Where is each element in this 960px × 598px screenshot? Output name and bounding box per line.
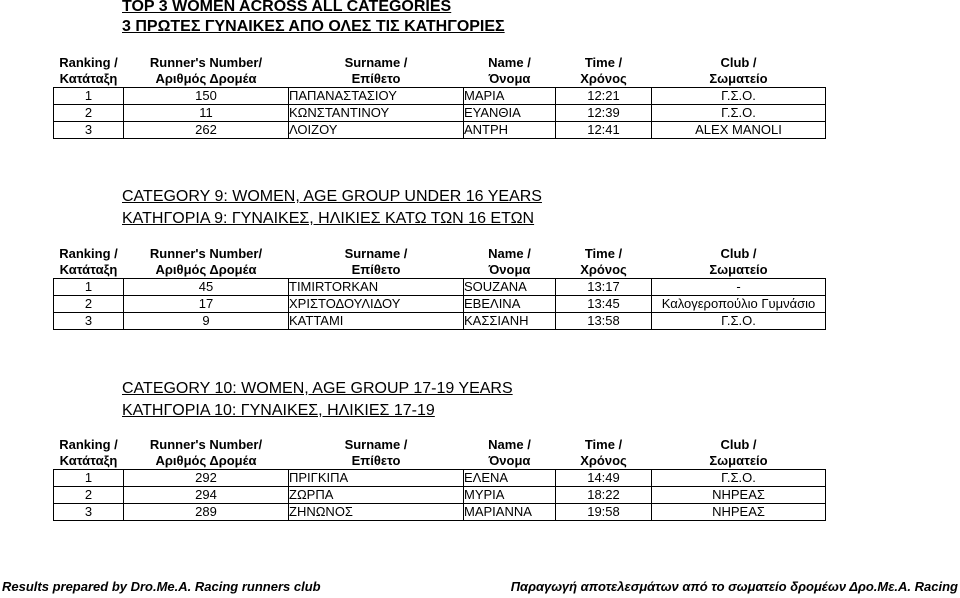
cell-club: Καλογεροπούλιο Γυμνάσιο [652,296,826,313]
cell-number: 17 [124,296,289,313]
col-header-number: Runner's Number/ [149,246,263,261]
cell-rank: 2 [54,105,124,122]
cell-club: Γ.Σ.Ο. [652,105,826,122]
cell-rank: 1 [54,470,124,487]
cell-club: Γ.Σ.Ο. [652,88,826,105]
cell-number: 294 [124,487,289,504]
cell-number: 292 [124,470,289,487]
section-title-en: TOP 3 WOMEN ACROSS ALL CATEGORIES [122,0,452,15]
table-row [54,487,826,504]
col-header-club: Club / [720,55,757,70]
cell-time: 12:39 [556,105,652,122]
cell-surname: ΛΟΙΖΟΥ [289,122,464,139]
cell-time: 14:49 [556,470,652,487]
table-row [54,122,826,139]
col-header-name: Name / [488,55,531,70]
table-row [54,504,826,521]
section-title-gr: ΚΑΤΗΓΟΡΙΑ 10: ΓΥΝΑΙΚΕΣ, ΗΛΙΚΙΕΣ 17-19 [122,402,435,419]
cell-number: 150 [124,88,289,105]
header-row-gr [54,453,826,470]
cell-number: 9 [124,313,289,330]
results-table-top3 [53,55,826,139]
footer-credit-gr: Παραγωγή αποτελεσμάτων από το σωματείο δρομέων Δρο.Με.Α. Racing [510,579,958,594]
col-header-time-gr: Χρόνος [580,262,627,277]
cell-club: ΝΗΡΕΑΣ [652,504,826,521]
cell-rank: 3 [54,504,124,521]
col-header-ranking-gr: Κατάταξη [59,453,118,468]
cell-club: Γ.Σ.Ο. [652,313,826,330]
cell-rank: 2 [54,296,124,313]
col-header-number-gr: Αριθμός Δρομέα [155,71,257,86]
cell-rank: 1 [54,279,124,296]
cell-number: 289 [124,504,289,521]
table-row [54,279,826,296]
results-table-category-10 [53,437,826,521]
col-header-club: Club / [720,437,757,452]
col-header-ranking: Ranking / [59,437,118,452]
col-header-ranking-gr: Κατάταξη [59,262,118,277]
col-header-surname-gr: Επίθετο [351,71,401,86]
col-header-number: Runner's Number/ [149,55,263,70]
col-header-number: Runner's Number/ [149,437,263,452]
cell-time: 13:17 [556,279,652,296]
section-title-en: CATEGORY 10: WOMEN, AGE GROUP 17-19 YEARS [122,380,513,397]
cell-number: 262 [124,122,289,139]
col-header-surname: Surname / [344,55,408,70]
cell-time: 18:22 [556,487,652,504]
cell-time: 13:58 [556,313,652,330]
cell-surname: ΖΗΝΩΝΟΣ [289,504,464,521]
col-header-time-gr: Χρόνος [580,453,627,468]
cell-surname: ΠΡΙΓΚΙΠΑ [289,470,464,487]
cell-club: Γ.Σ.Ο. [652,470,826,487]
cell-club: ΝΗΡΕΑΣ [652,487,826,504]
col-header-ranking: Ranking / [59,246,118,261]
section-title-gr: ΚΑΤΗΓΟΡΙΑ 9: ΓΥΝΑΙΚΕΣ, ΗΛΙΚΙΕΣ ΚΑΤΩ ΤΩΝ 16 ΕΤΩΝ [122,210,535,227]
table-row [54,88,826,105]
cell-surname: TIMIRTORKAN [289,279,464,296]
col-header-name-gr: Όνομα [488,453,531,468]
cell-surname: ΚΑΤΤΑΜΙ [289,313,464,330]
table-row [54,470,826,487]
table-row [54,296,826,313]
cell-surname: ΚΩΝΣΤΑΝΤΙΝΟΥ [289,105,464,122]
cell-surname: ΧΡΙΣΤΟΔΟΥΛΙΔΟΥ [289,296,464,313]
cell-time: 19:58 [556,504,652,521]
col-header-number-gr: Αριθμός Δρομέα [155,262,257,277]
cell-name: ΜΑΡΙΑ [464,88,556,105]
section-title-gr: 3 ΠΡΩΤΕΣ ΓΥΝΑΙΚΕΣ ΑΠΟ ΟΛΕΣ ΤΙΣ ΚΑΤΗΓΟΡΙΕΣ [122,18,505,35]
cell-club: ALEX MANOLI [652,122,826,139]
col-header-surname: Surname / [344,437,408,452]
table-row [54,105,826,122]
col-header-time: Time / [584,55,623,70]
results-table-category-9 [53,246,826,330]
col-header-name-gr: Όνομα [488,71,531,86]
header-row-en [54,437,826,453]
col-header-ranking-gr: Κατάταξη [59,71,118,86]
cell-name: SOUZANA [464,279,556,296]
footer-credit-en: Results prepared by Dro.Me.A. Racing runners club [2,579,321,594]
cell-rank: 3 [54,122,124,139]
section-title-en: CATEGORY 9: WOMEN, AGE GROUP UNDER 16 YEARS [122,188,542,205]
cell-name: ΑΝΤΡΗ [464,122,556,139]
col-header-surname-gr: Επίθετο [351,453,401,468]
col-header-name: Name / [488,246,531,261]
col-header-number-gr: Αριθμός Δρομέα [155,453,257,468]
cell-rank: 1 [54,88,124,105]
cell-name: ΕΥΑΝΘΙΑ [464,105,556,122]
cell-time: 12:41 [556,122,652,139]
cell-name: ΕΒΕΛΙΝΑ [464,296,556,313]
header-row-gr [54,262,826,279]
col-header-club: Club / [720,246,757,261]
cell-name: ΕΛΕΝΑ [464,470,556,487]
cell-surname: ΠΑΠΑΝΑΣΤΑΣΙΟΥ [289,88,464,105]
col-header-time-gr: Χρόνος [580,71,627,86]
cell-number: 45 [124,279,289,296]
col-header-time: Time / [584,246,623,261]
cell-rank: 3 [54,313,124,330]
cell-club: - [652,279,826,296]
table-row [54,313,826,330]
header-row-en [54,246,826,262]
col-header-surname-gr: Επίθετο [351,262,401,277]
col-header-ranking: Ranking / [59,55,118,70]
cell-surname: ΖΩΡΠΑ [289,487,464,504]
col-header-name-gr: Όνομα [488,262,531,277]
col-header-club-gr: Σωματείο [709,453,768,468]
header-row-gr [54,71,826,88]
cell-time: 13:45 [556,296,652,313]
cell-name: ΜΥΡΙΑ [464,487,556,504]
cell-name: ΚΑΣΣΙΑΝΗ [464,313,556,330]
col-header-surname: Surname / [344,246,408,261]
col-header-club-gr: Σωματείο [709,262,768,277]
header-row-en [54,55,826,71]
col-header-name: Name / [488,437,531,452]
col-header-time: Time / [584,437,623,452]
cell-number: 11 [124,105,289,122]
cell-rank: 2 [54,487,124,504]
cell-name: ΜΑΡΙΑΝΝΑ [464,504,556,521]
col-header-club-gr: Σωματείο [709,71,768,86]
cell-time: 12:21 [556,88,652,105]
